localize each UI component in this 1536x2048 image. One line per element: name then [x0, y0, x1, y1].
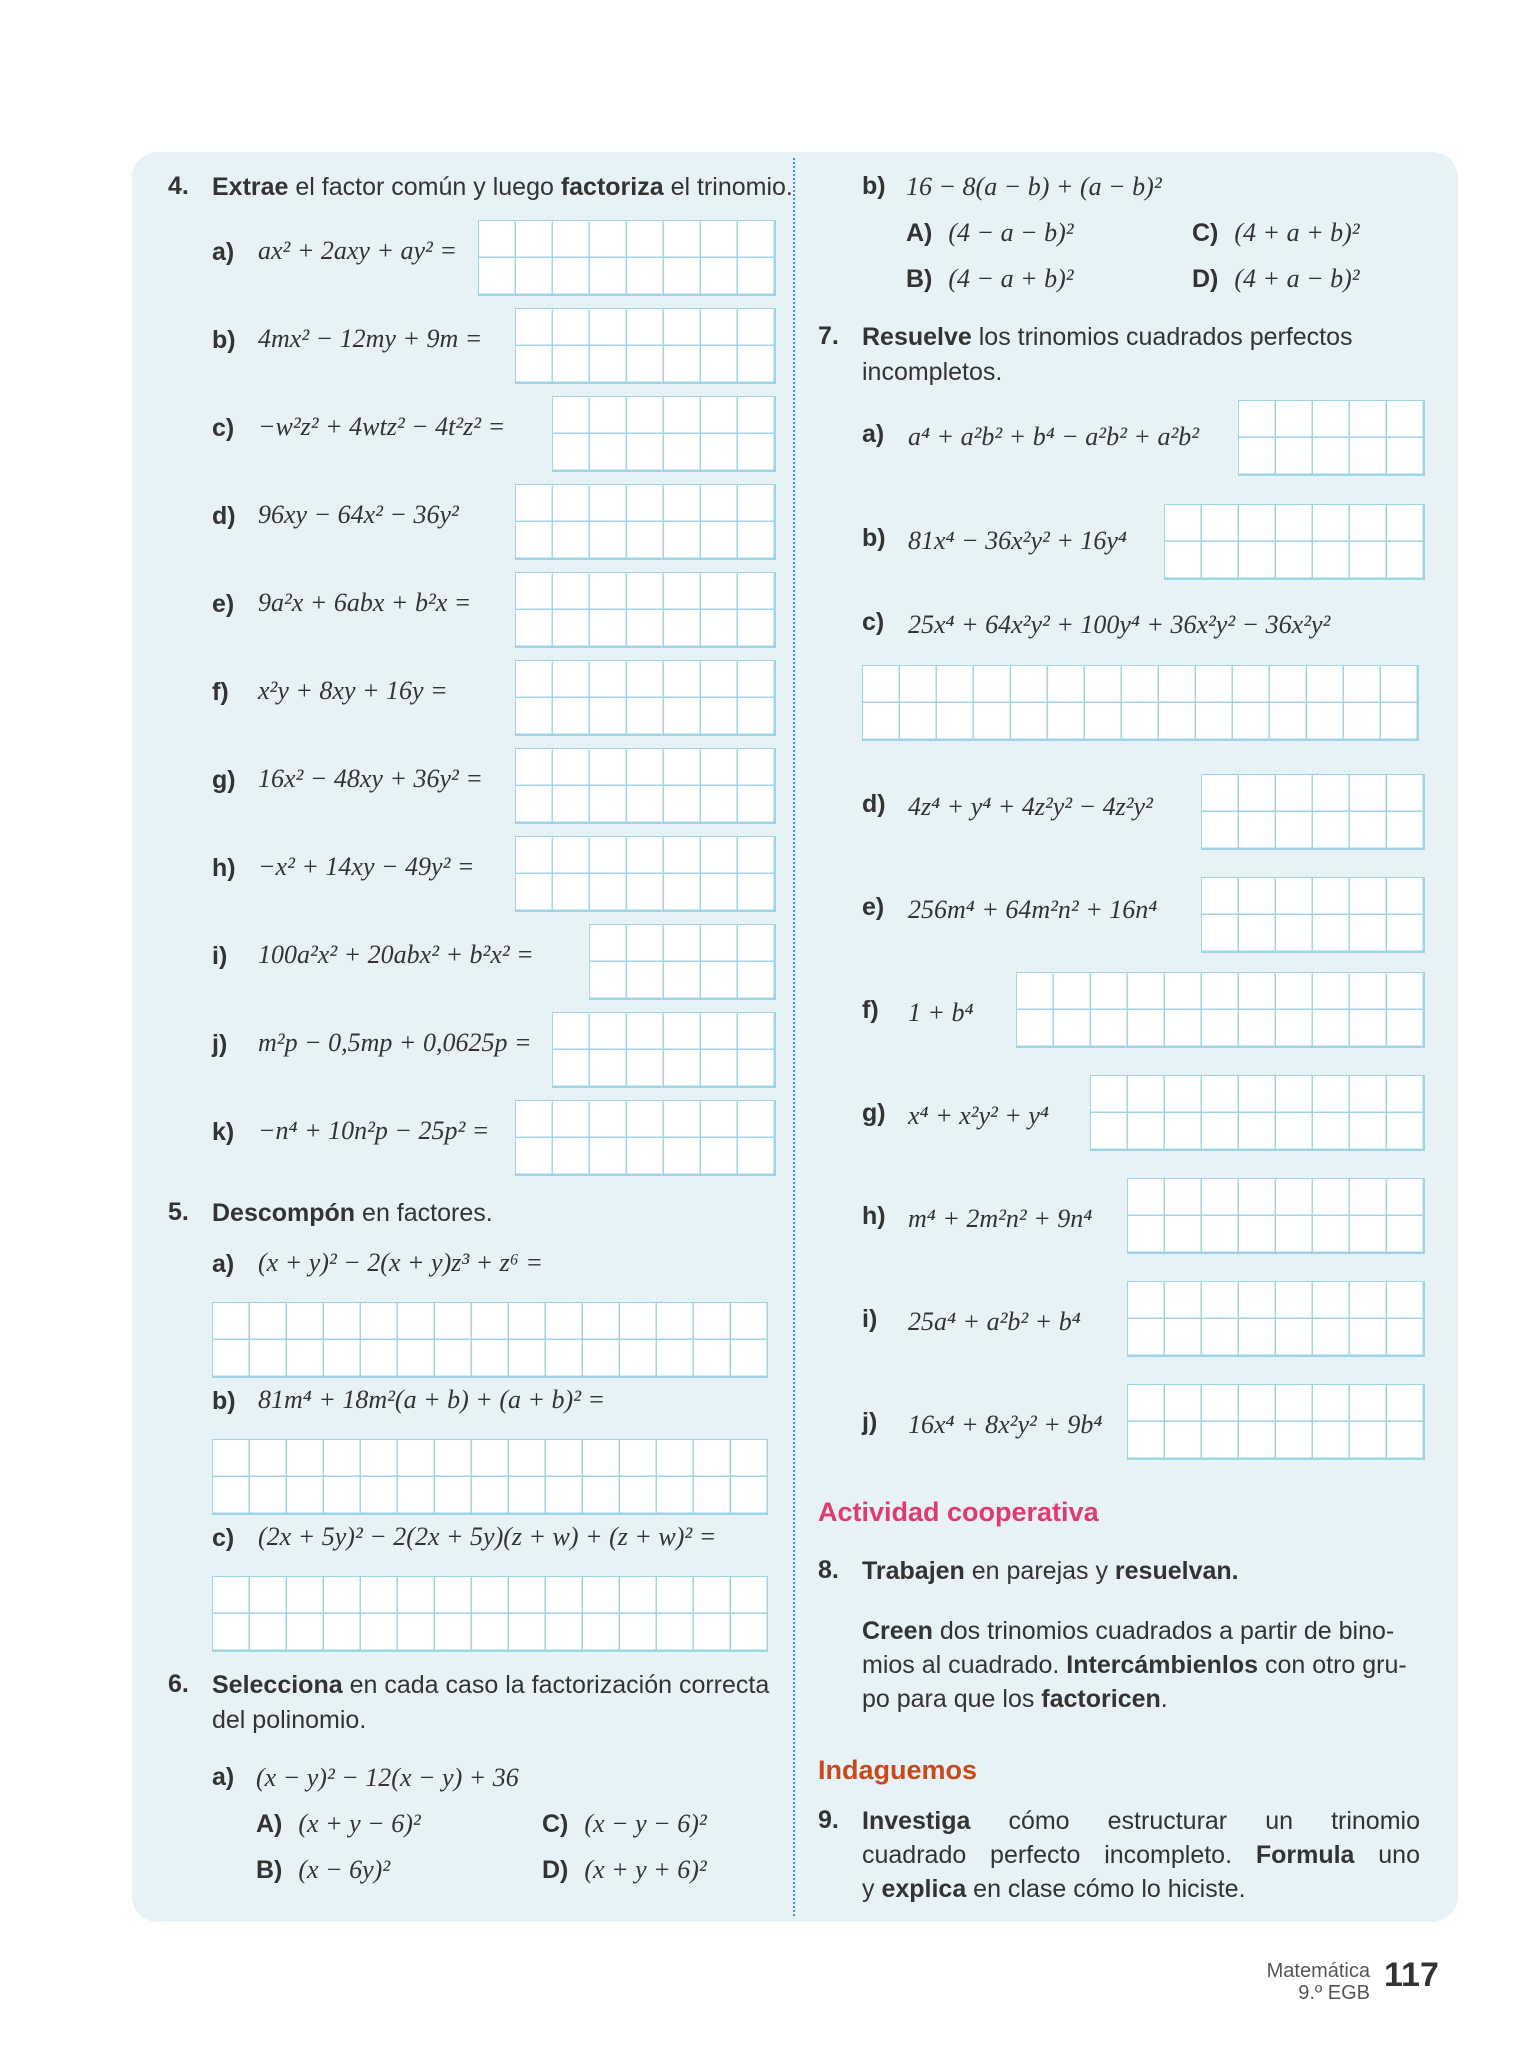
- item-label: i): [212, 942, 228, 970]
- answer-grid[interactable]: [1127, 1178, 1425, 1254]
- math-expression: 25a⁴ + a²b² + b⁴: [908, 1307, 1081, 1336]
- math-expression: 16x⁴ + 8x²y² + 9b⁴: [908, 1410, 1103, 1439]
- bold-text: Intercámbienlos: [1066, 1651, 1259, 1679]
- option-key: D): [542, 1856, 569, 1884]
- footer-grade: 9.º EGB: [1298, 1982, 1370, 2004]
- math-expression: m²p − 0,5mp + 0,0625p =: [258, 1028, 532, 1057]
- answer-grid[interactable]: [589, 924, 776, 1000]
- math-expression: 96xy − 64x² − 36y²: [258, 500, 459, 529]
- item-label: a): [212, 238, 235, 266]
- polynomial-expression: (x − y)² − 12(x − y) + 36: [256, 1763, 519, 1792]
- answer-option[interactable]: [906, 218, 1074, 248]
- math-expression: x⁴ + x²y² + y⁴: [908, 1101, 1049, 1130]
- option-key: B): [256, 1856, 283, 1884]
- exercise-9-number: 9.: [818, 1806, 839, 1834]
- answer-option[interactable]: [1192, 264, 1360, 294]
- math-expression: 81x⁴ − 36x²y² + 16y⁴: [908, 526, 1127, 555]
- bold-text: Descompón: [212, 1199, 356, 1227]
- item-label: e): [212, 590, 235, 618]
- item-label: c): [212, 1524, 235, 1552]
- math-expression: 100a²x² + 20abx² + b²x² =: [258, 940, 534, 969]
- exercise-8-text-line1: [862, 1614, 1394, 1648]
- answer-grid[interactable]: [515, 308, 776, 384]
- option-value: (x − y − 6)²: [584, 1809, 707, 1838]
- option-value: (x − 6y)²: [298, 1855, 391, 1884]
- option-key: B): [906, 265, 933, 293]
- text-run: uno: [1354, 1841, 1420, 1869]
- item-label: d): [212, 502, 236, 530]
- exercise-8-instruction: [862, 1554, 1239, 1588]
- exercise-9-text-line3: [862, 1872, 1246, 1906]
- math-expression: −n⁴ + 10n²p − 25p² =: [258, 1116, 490, 1145]
- item-label: a): [862, 420, 885, 448]
- bold-text: Creen: [862, 1617, 933, 1645]
- bold-text: explica: [881, 1875, 967, 1903]
- item-label: h): [862, 1202, 886, 1230]
- text-run: y: [862, 1875, 882, 1903]
- answer-grid[interactable]: [212, 1439, 768, 1515]
- option-value: (4 + a − b)²: [1234, 264, 1360, 293]
- text-run: en cada caso la factorización correcta: [342, 1671, 770, 1699]
- item-label: h): [212, 854, 236, 882]
- bold-text: Formula: [1255, 1841, 1355, 1869]
- polynomial-expression: 16 − 8(a − b) + (a − b)²: [906, 172, 1162, 201]
- option-value: (4 − a − b)²: [948, 218, 1074, 247]
- exercise-9-text-line1: [862, 1804, 1420, 1838]
- text-run: mios al cuadrado.: [862, 1651, 1067, 1679]
- option-value: (4 − a + b)²: [948, 264, 1074, 293]
- exercise-6-instruction: [212, 1668, 769, 1702]
- math-expression: 16x² − 48xy + 36y² =: [258, 764, 483, 793]
- option-key: C): [542, 1810, 569, 1838]
- item-label: g): [212, 766, 236, 794]
- answer-grid[interactable]: [212, 1302, 768, 1378]
- item-label: c): [862, 608, 885, 636]
- math-expression: 25x⁴ + 64x²y² + 100y⁴ + 36x²y² − 36x²y²: [908, 610, 1331, 639]
- answer-option[interactable]: [1192, 218, 1360, 248]
- answer-grid[interactable]: [515, 748, 776, 824]
- math-expression: a⁴ + a²b² + b⁴ − a²b² + a²b²: [908, 422, 1200, 451]
- math-expression: 9a²x + 6abx + b²x =: [258, 588, 472, 617]
- bold-text: Resuelve: [862, 323, 972, 351]
- answer-grid[interactable]: [212, 1576, 768, 1652]
- text-run: los trinomios cuadrados perfectos: [971, 323, 1353, 351]
- answer-grid[interactable]: [862, 665, 1419, 741]
- item-label: a): [212, 1763, 235, 1791]
- text-run: en clase cómo lo hiciste.: [966, 1875, 1246, 1903]
- bold-text: resuelvan.: [1114, 1557, 1239, 1585]
- option-key: A): [256, 1810, 283, 1838]
- math-expression: 256m⁴ + 64m²n² + 16n⁴: [908, 895, 1158, 924]
- bold-text: Investiga: [862, 1807, 971, 1835]
- bold-text: Extrae: [212, 173, 289, 201]
- math-expression: m⁴ + 2m²n² + 9n⁴: [908, 1204, 1093, 1233]
- math-expression: 4mx² − 12my + 9m =: [258, 324, 483, 353]
- math-expression: −x² + 14xy − 49y² =: [258, 852, 475, 881]
- text-run: dos trinomios cuadrados a partir de bino-: [932, 1617, 1395, 1645]
- text-run: cómo estructurar un trinomio: [970, 1807, 1420, 1835]
- answer-grid[interactable]: [1201, 774, 1425, 850]
- text-run: po para que los: [862, 1685, 1042, 1713]
- item-label: k): [212, 1118, 235, 1146]
- exercise-7-instruction: [862, 320, 1353, 354]
- item-label: d): [862, 790, 886, 818]
- item-label: b): [862, 172, 886, 200]
- item-label: j): [862, 1408, 878, 1436]
- option-value: (x + y + 6)²: [584, 1855, 707, 1884]
- answer-grid[interactable]: [1238, 400, 1425, 476]
- cooperative-activity-title: Actividad cooperativa: [818, 1497, 1099, 1527]
- page-number: 117: [1384, 1956, 1439, 1994]
- answer-grid[interactable]: [515, 660, 776, 736]
- math-expression: 4z⁴ + y⁴ + 4z²y² − 4z²y²: [908, 792, 1153, 821]
- text-run: el factor común y luego: [288, 173, 561, 201]
- option-key: C): [1192, 219, 1219, 247]
- math-expression: 81m⁴ + 18m²(a + b) + (a + b)² =: [258, 1385, 606, 1414]
- exercise-9-text-line2: [862, 1838, 1420, 1872]
- exercise-6-instruction-line2: del polinomio.: [212, 1706, 367, 1734]
- bold-text: factoriza: [560, 173, 664, 201]
- answer-grid[interactable]: [1127, 1384, 1425, 1460]
- bold-text: factoricen: [1041, 1685, 1161, 1713]
- math-expression: x²y + 8xy + 16y =: [258, 676, 448, 705]
- item-label: b): [212, 1387, 236, 1415]
- text-run: con otro gru-: [1258, 1651, 1407, 1679]
- item-label: g): [862, 1099, 886, 1127]
- answer-grid[interactable]: [552, 1012, 776, 1088]
- answer-option[interactable]: [906, 264, 1074, 294]
- item-label: b): [862, 524, 886, 552]
- answer-grid[interactable]: [515, 1100, 776, 1176]
- bold-text: Selecciona: [212, 1671, 343, 1699]
- item-label: f): [212, 678, 229, 706]
- exercise-5-instruction: [212, 1196, 493, 1230]
- text-run: en parejas y: [964, 1557, 1115, 1585]
- item-label: j): [212, 1030, 228, 1058]
- option-value: (4 + a + b)²: [1234, 218, 1360, 247]
- math-expression: (2x + 5y)² − 2(2x + 5y)(z + w) + (z + w)² =: [258, 1522, 717, 1551]
- answer-grid[interactable]: [1090, 1075, 1425, 1151]
- text-run: cuadrado perfecto incompleto.: [862, 1841, 1256, 1869]
- exercise-7-instruction-line2: incompletos.: [862, 358, 1003, 386]
- option-key: A): [906, 219, 933, 247]
- item-label: i): [862, 1305, 878, 1333]
- answer-option[interactable]: [542, 1855, 707, 1885]
- answer-grid[interactable]: [1201, 877, 1425, 953]
- answer-grid[interactable]: [1164, 504, 1425, 580]
- exercise-7-number: 7.: [818, 322, 839, 350]
- answer-grid[interactable]: [478, 220, 776, 296]
- exercise-8-number: 8.: [818, 1556, 839, 1584]
- option-value: (x + y − 6)²: [298, 1809, 421, 1838]
- math-expression: 1 + b⁴: [908, 998, 974, 1027]
- item-label: f): [862, 996, 879, 1024]
- answer-grid[interactable]: [552, 396, 776, 472]
- text-run: en factores.: [355, 1199, 493, 1227]
- exercise-6-number: 6.: [168, 1670, 189, 1698]
- answer-grid[interactable]: [515, 484, 776, 560]
- math-expression: (x + y)² − 2(x + y)z³ + z⁶ =: [258, 1248, 543, 1277]
- item-label: c): [212, 414, 235, 442]
- text-run: el trinomio.: [663, 173, 793, 201]
- footer-subject: [1180, 1960, 1370, 2004]
- column-divider: [793, 158, 795, 1916]
- bold-text: Trabajen: [862, 1557, 965, 1585]
- answer-option[interactable]: [256, 1809, 421, 1839]
- item-label: a): [212, 1250, 235, 1278]
- exercise-8-text-line2: [862, 1648, 1407, 1682]
- item-label: b): [212, 326, 236, 354]
- exercise-4-instruction: [212, 170, 793, 204]
- item-label: e): [862, 893, 885, 921]
- answer-grid[interactable]: [1016, 972, 1425, 1048]
- exercise-8-text-line3: [862, 1682, 1168, 1716]
- exercise-5-number: 5.: [168, 1198, 189, 1226]
- answer-grid[interactable]: [515, 836, 776, 912]
- text-run: .: [1160, 1685, 1168, 1713]
- math-expression: ax² + 2axy + ay² =: [258, 236, 457, 265]
- math-expression: −w²z² + 4wtz² − 4t²z² =: [258, 412, 506, 441]
- answer-option[interactable]: [542, 1809, 707, 1839]
- answer-grid[interactable]: [515, 572, 776, 648]
- answer-grid[interactable]: [1127, 1281, 1425, 1357]
- answer-option[interactable]: [256, 1855, 390, 1885]
- option-key: D): [1192, 265, 1219, 293]
- exercise-4-number: 4.: [168, 172, 189, 200]
- footer-subject-name: Matemática: [1266, 1960, 1370, 1982]
- indaguemos-title: Indaguemos: [818, 1755, 978, 1785]
